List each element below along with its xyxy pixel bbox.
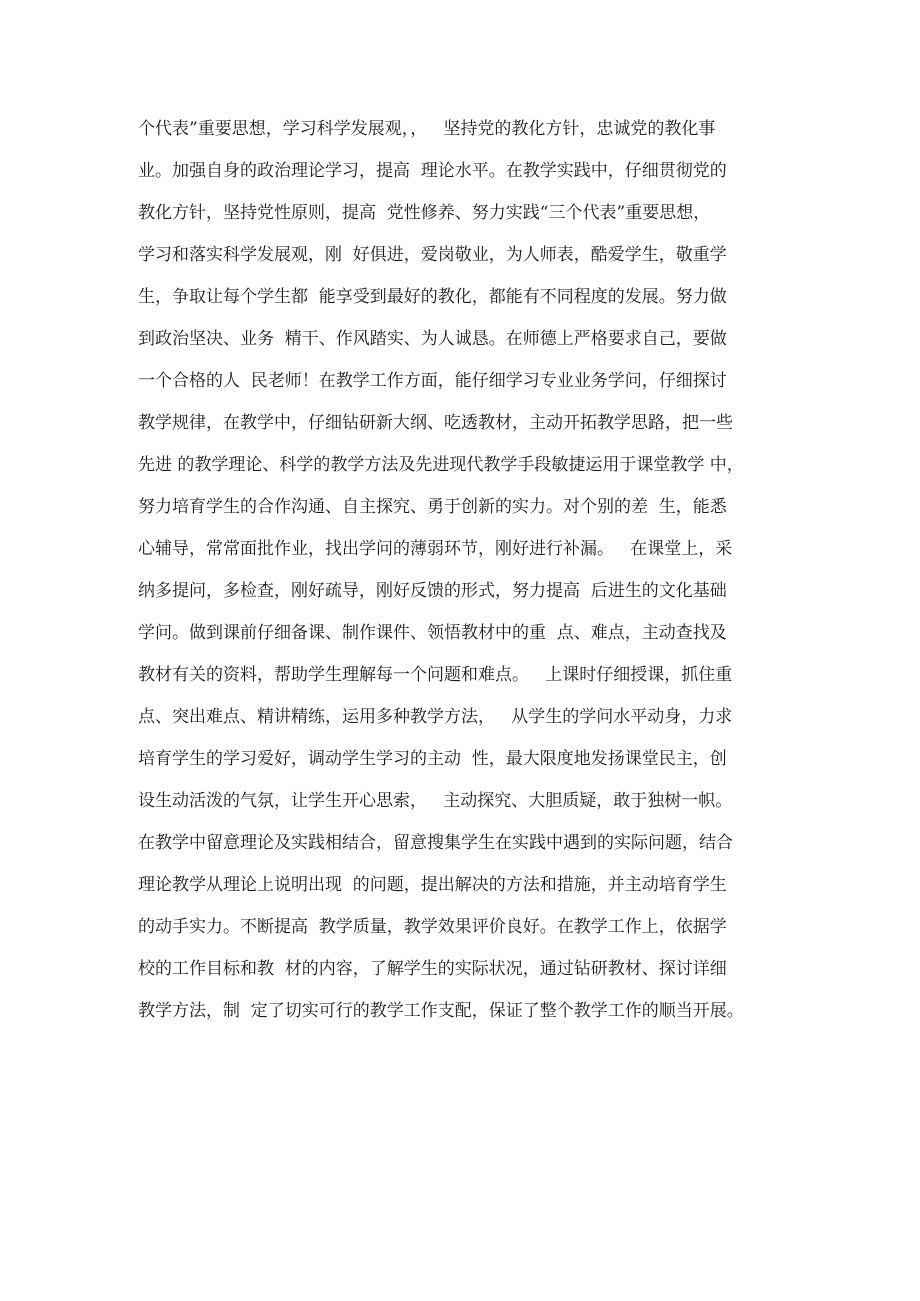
text-line-6: 到政治坚决、业务 精干、作风踏实、为人诚恳。在师德上严格要求自己，要做 <box>138 329 727 349</box>
text-line-20: 的动手实力。不断提高 教学质量，教学效果评价良好。在教学工作上，依据学 <box>138 917 727 937</box>
text-line-16: 培育学生的学习爱好，调动学生学习的主动 性，最大限度地发扬课堂民主，创 <box>138 749 727 769</box>
text-line-3: 教化方针，坚持党性原则，提高 党性修养、努力实践“三个代表”重要思想， <box>138 203 711 223</box>
text-line-19: 理论教学从理论上说明出现 的问题，提出解决的方法和措施，并主动培育学生 <box>138 875 727 895</box>
text-line-14: 教材有关的资料，帮助学生理解每一个问题和难点。 上课时仔细授课，抓住重 <box>138 665 733 685</box>
text-line-2: 业。加强自身的政治理论学习，提高 理论水平。在教学实践中，仔细贯彻党的 <box>138 161 727 181</box>
text-line-17: 设生动活泼的气氛，让学生开心思索， 主动探究、大胆质疑，敢于独树一帜。 <box>138 791 733 811</box>
text-line-13: 学问。做到课前仔细备课、制作课件、领悟教材中的重 点、难点，主动查找及 <box>138 623 727 643</box>
text-line-1: 个代表”重要思想，学习科学发展观，， 坚持党的教化方针，忠诚党的教化事 <box>138 119 716 139</box>
text-line-21: 校的工作目标和教 材的内容，了解学生的实际状况，通过钻研教材、探讨详细 <box>138 959 727 979</box>
text-line-8: 教学规律，在教学中，仔细钻研新大纲、吃透教材，主动开拓教学思路，把一些 <box>138 413 733 433</box>
text-line-4: 学习和落实科学发展观，刚 好俱进，爱岗敬业，为人师表，酷爱学生，敬重学 <box>138 245 727 265</box>
text-line-9: 先进 的教学理论、科学的教学方法及先进现代教学手段敏捷运用于课堂教学 中， <box>138 455 744 475</box>
text-line-12: 纳多提问，多检查，刚好疏导，刚好反馈的形式，努力提高 后进生的文化基础 <box>138 581 727 601</box>
text-line-11: 心辅导，常常面批作业，找出学问的薄弱环节，刚好进行补漏。 在课堂上，采 <box>138 539 733 559</box>
text-line-7: 一个合格的人 民老师！在教学工作方面，能仔细学习专业业务学问，仔细探讨 <box>138 371 727 391</box>
text-line-22: 教学方法，制 定了切实可行的教学工作支配，保证了整个教学工作的顺当开展。 <box>138 1001 744 1021</box>
body-paragraph <box>138 108 818 1032</box>
text-line-10: 努力培育学生的合作沟通、自主探究、勇于创新的实力。对个别的差 生，能悉 <box>138 497 727 517</box>
text-line-18: 在教学中留意理论及实践相结合，留意搜集学生在实践中遇到的实际问题，结合 <box>138 833 733 853</box>
text-line-15: 点、突出难点、精讲精练，运用多种教学方法， 从学生的学问水平动身，力求 <box>138 707 733 727</box>
text-line-5: 生，争取让每个学生都 能享受到最好的教化，都能有不同程度的发展。努力做 <box>138 287 727 307</box>
